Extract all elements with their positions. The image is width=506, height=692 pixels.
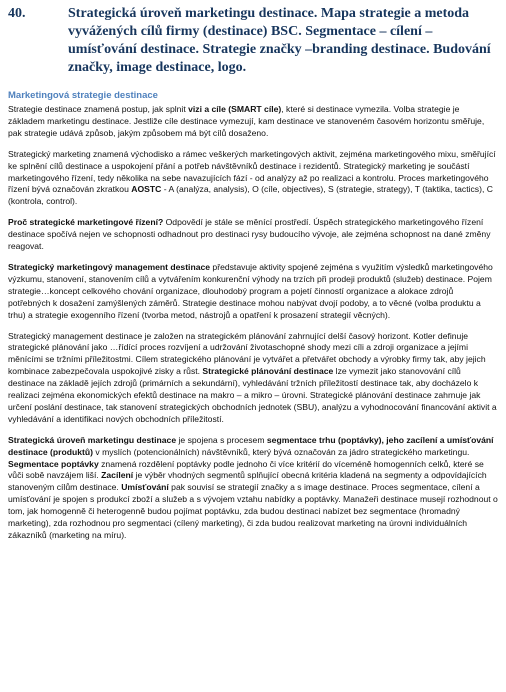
paragraph-why-strategic	[8, 217, 498, 253]
bold-run: vizi a cíle (SMART cíle)	[188, 104, 282, 114]
text-run: pak souvisí se strategií značky a s image destinace. Proces segmentace, cílení a umísťování je spojen s produkcí zboží a služeb a s vývojem vztahu nabídky a poptávky. Manažeři destinace musejí rozhodnout o tom, jak homogenně či heterogenně budou pojímat poptávku, zda budou destinaci nabízet bez segmentace (hromadný marketing), zda rozhodnou pro segmentaci (cílený marketing), či zda budou realizovat marketing na úrovni individuálních zákazníků (marketing na míru).	[8, 482, 498, 540]
text-run: , které si destinace vymezila. Volba strategie je základem marketingu destinace. Jestliže cíle destinace vymezují, kam destinace ve stanoveném časovém horizontu směřuje, pak strategie udává způsob, jakým způsobem má být cílů dosaženo.	[8, 104, 485, 138]
bold-run: AOSTC	[131, 184, 162, 195]
section-subheading: Marketingová strategie destinace	[8, 90, 158, 101]
chapter-number: 40.	[8, 6, 26, 21]
bold-run: Strategický marketingový management destinace	[8, 261, 211, 272]
bold-run: Segmentace poptávky	[8, 458, 99, 469]
text-run: je výběr vhodných segmentů splňující obecná kritéria kladená na segmenty a odpovídajících stanoveným cílům destinace.	[8, 470, 487, 493]
text-run: znamená rozdělení poptávky podle jednoho či více kritérií do víceméně homogenních celků, které se vůči sobě navzájem liší.	[8, 458, 484, 481]
text-run: v myslích (potencionálních) návštěvníků, který bývá označován za jádro strategického marketingu.	[93, 446, 470, 457]
bold-run: Strategické plánování destinace	[202, 366, 334, 377]
text-run: představuje aktivity spojené zejména s využitím výsledků marketingového výzkumu, stanovení, stanovením cílů a vytvářením konkurenční výhody na trzích při prodeji produktů (služeb) destinace. Pojem strategie…koncept celkového chování organizace, dlouhodobý program a pojetí činností organizace a alokace zdrojů potřebných k dosažení zamýšlených záměrů. Strategie destinace mohou nabývat dvojí podoby, a to věcné (volba produktu a trhu) a strategie exogenního řízení (tvorba metod, nástrojů a opatření k prosazení strategií věcných).	[8, 261, 493, 320]
text-run: Strategický marketing znamená východisko a rámec veškerých marketingových aktivit, zejména marketingového mixu, směřující ke splnění cílů destinace a uspokojení přání a potřeb návštěvníků destinace i rezidentů. Strategický marketing je součástí marketingového řízení, tedy několika na sebe navazujících fází - od analýzy až po realizaci a kontrolu. Proces marketingového řízení bývá označován zkratkou	[8, 148, 496, 195]
bold-run: segmentace trhu (poptávky), jeho zacílení a umísťování destinace (produktů)	[8, 434, 494, 457]
text-run: Strategie destinace znamená postup, jak splnit	[8, 104, 189, 114]
paragraph-strategic-planning	[8, 331, 498, 426]
text-run: - A (analýza, analysis), O (cíle, objectives), S (strategie, strategy), T (taktika, tactics), C (kontrola, control).	[8, 184, 493, 207]
paragraph-segmentation	[8, 435, 498, 542]
bold-run: Strategická úroveň marketingu destinace	[8, 434, 177, 445]
bold-run: Zacílení	[101, 470, 134, 481]
text-run: Odpovědí je stále se měnící prostředí. Úspěch strategického marketingového řízení destinace spočívá nejen ve schopnosti odhadnout pro destinaci rysy budoucího vývoje, ale zejména schopnost na dané změny reagovat.	[8, 217, 491, 252]
bold-run: Umísťování	[121, 482, 169, 493]
paragraph-strategy-definition	[8, 104, 498, 140]
text-run: Strategický management destinace je založen na strategickém plánování zahrnující delší časový horizont. Kotler definuje strategické plánování jako …řídící proces rozvíjení a udržování životaschopné shody mezi cíli a zdroji organizace a jejími měnícími se tržními příležitostmi. Cílem strategického plánování je vytvářet a přetvářet obchody a výrobky firmy tak, aby jejich kombinace zabezpečovala uspokojivé zisky a růst.	[8, 330, 486, 377]
chapter-title: Strategická úroveň marketingu destinace. Mapa strategie a metoda vyvážených cílů firmy (destinace) BSC. Segmentace – cílení – umísťování destinace. Strategie značky –branding destinace. Budování značky, image destinace, logo.	[68, 6, 491, 75]
paragraph-strategic-management	[8, 262, 498, 322]
chapter-heading	[8, 5, 498, 77]
bold-run: Proč strategické marketingové řízení?	[8, 217, 164, 228]
text-run: lze vymezit jako stanovování cílů destinace na základě jejích zdrojů (primárních a sekundární), vyhledávání tržních příležitostí destinace tak, aby docházelo k realizaci zejména ekonomických efektů destinace na makro – a mikro – úrovni. Strategické plánování destinace zahrnuje jak určení poslání destinace, tak stanovení strategických obchodních jednotek (SBU), analýzu a vyhodnocování financování aktivit a vyhledávání a identifikaci nových obchodních příležitostí.	[8, 366, 497, 424]
text-run: je spojena s procesem	[176, 434, 267, 445]
paragraph-strategic-marketing	[8, 149, 498, 209]
